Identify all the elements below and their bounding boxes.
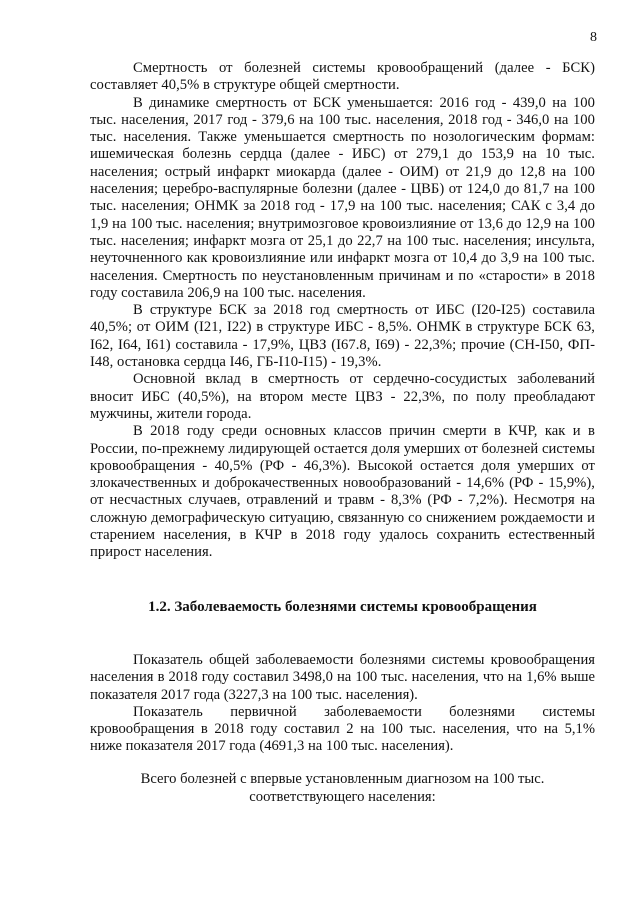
paragraph-main-contribution: Основной вклад в смертность от сердечно-сосудистых заболеваний вносит ИБС (40,5%), на втором месте ЦВЗ - 22,3%, по полу преобладают мужчины, жители города. bbox=[90, 371, 595, 422]
page-number: 8 bbox=[590, 30, 597, 45]
paragraph-mortality-share: Смертность от болезней системы кровообращений (далее - БСК) составляет 40,5% в структуре общей смертности. bbox=[90, 60, 595, 94]
main-text bbox=[90, 60, 595, 562]
paragraph-general-morbidity: Показатель общей заболеваемости болезнями системы кровообращения населения в 2018 году составил 3498,0 на 100 тыс. населения, что на 1,6% выше показателя 2017 года (3227,3 на 100 тыс. населения). bbox=[90, 652, 595, 703]
paragraph-primary-morbidity: Показатель первичной заболеваемости болезнями системы кровообращения в 2018 году составил 2 на 100 тыс. населения, что на 5,1% ниже показателя 2017 года (4691,3 на 100 тыс. населения). bbox=[90, 703, 595, 755]
paragraph-bsk-structure: В структуре БСК за 2018 год смертность от ИБС (I20-I25) составила 40,5%; от ОИМ (I21, I22) в структуре ИБС - 8,5%. ОНМК в структуре БСК 63, I62, I64, I61) составила - 17,9%, ЦВЗ (I67.8, I69) - 22,3%; прочие (СН-I50, ФП-I48, остановка сердца I46, ГБ-I10-I15) - 19,3%. bbox=[90, 302, 595, 371]
paragraph-mortality-dynamics: В динамике смертность от БСК уменьшается: 2016 год - 439,0 на 100 тыс. населения, 2017 год - 379,6 на 100 тыс. населения, 2018 год - 346,0 на 100 тыс. населения. Также уменьшается смертность по нозологическим формам: ишемическая болезнь сердца (далее - ИБС) от 279,1 до 153,9 на 10 тыс. населения; острый инфаркт миокарда (далее - ОИМ) от 21,9 до 12,8 на 100 населения; церебро-васпулярные болезни (далее - ЦВБ) от 124,0 до 81,7 на 100 тыс. населения; ОНМК за 2018 год - 17,9 на 100 тыс. населения; САК с 3,4 до 1,9 на 100 тыс. населения; внутримозговое кровоизлияние от 13,6 до 12,9 на 100 тыс. населения; инфаркт мозга от 25,1 до 22,7 на 100 тыс. населения; инсульта, неуточненного как кровоизлияние или инфаркт мозга от 10,4 до 3,9 на 100 тыс. населения. Смертность по неустановленным причинам и по «старости» в 2018 году составила 206,9 на 100 тыс. населения. bbox=[90, 94, 595, 301]
table-caption bbox=[90, 771, 595, 806]
section-text bbox=[90, 652, 595, 756]
section-heading: 1.2. Заболеваемость болезнями системы кровообращения bbox=[148, 599, 537, 615]
paragraph-death-causes-2018: В 2018 году среди основных классов причин смерти в КЧР, как и в России, по-прежнему лидирующей остается доля умерших от болезней системы кровообращения - 40,5% (РФ - 46,3%). Высокой остается доля умерших от злокачественных и доброкачественных новообразований - 14,6% (РФ - 15,9%), от несчастных случаев, отравлений и травм - 8,3% (РФ - 7,2%). Несмотря на сложную демографическую ситуацию, связанную со снижением рождаемости и старением населения, в КЧР в 2018 году удалось сохранить естественный прирост населения. bbox=[90, 423, 595, 561]
caption-line-1: Всего болезней с впервые установленным диагнозом на 100 тыс. bbox=[140, 771, 545, 787]
caption-line-2: соответствующего населения: bbox=[249, 788, 436, 805]
